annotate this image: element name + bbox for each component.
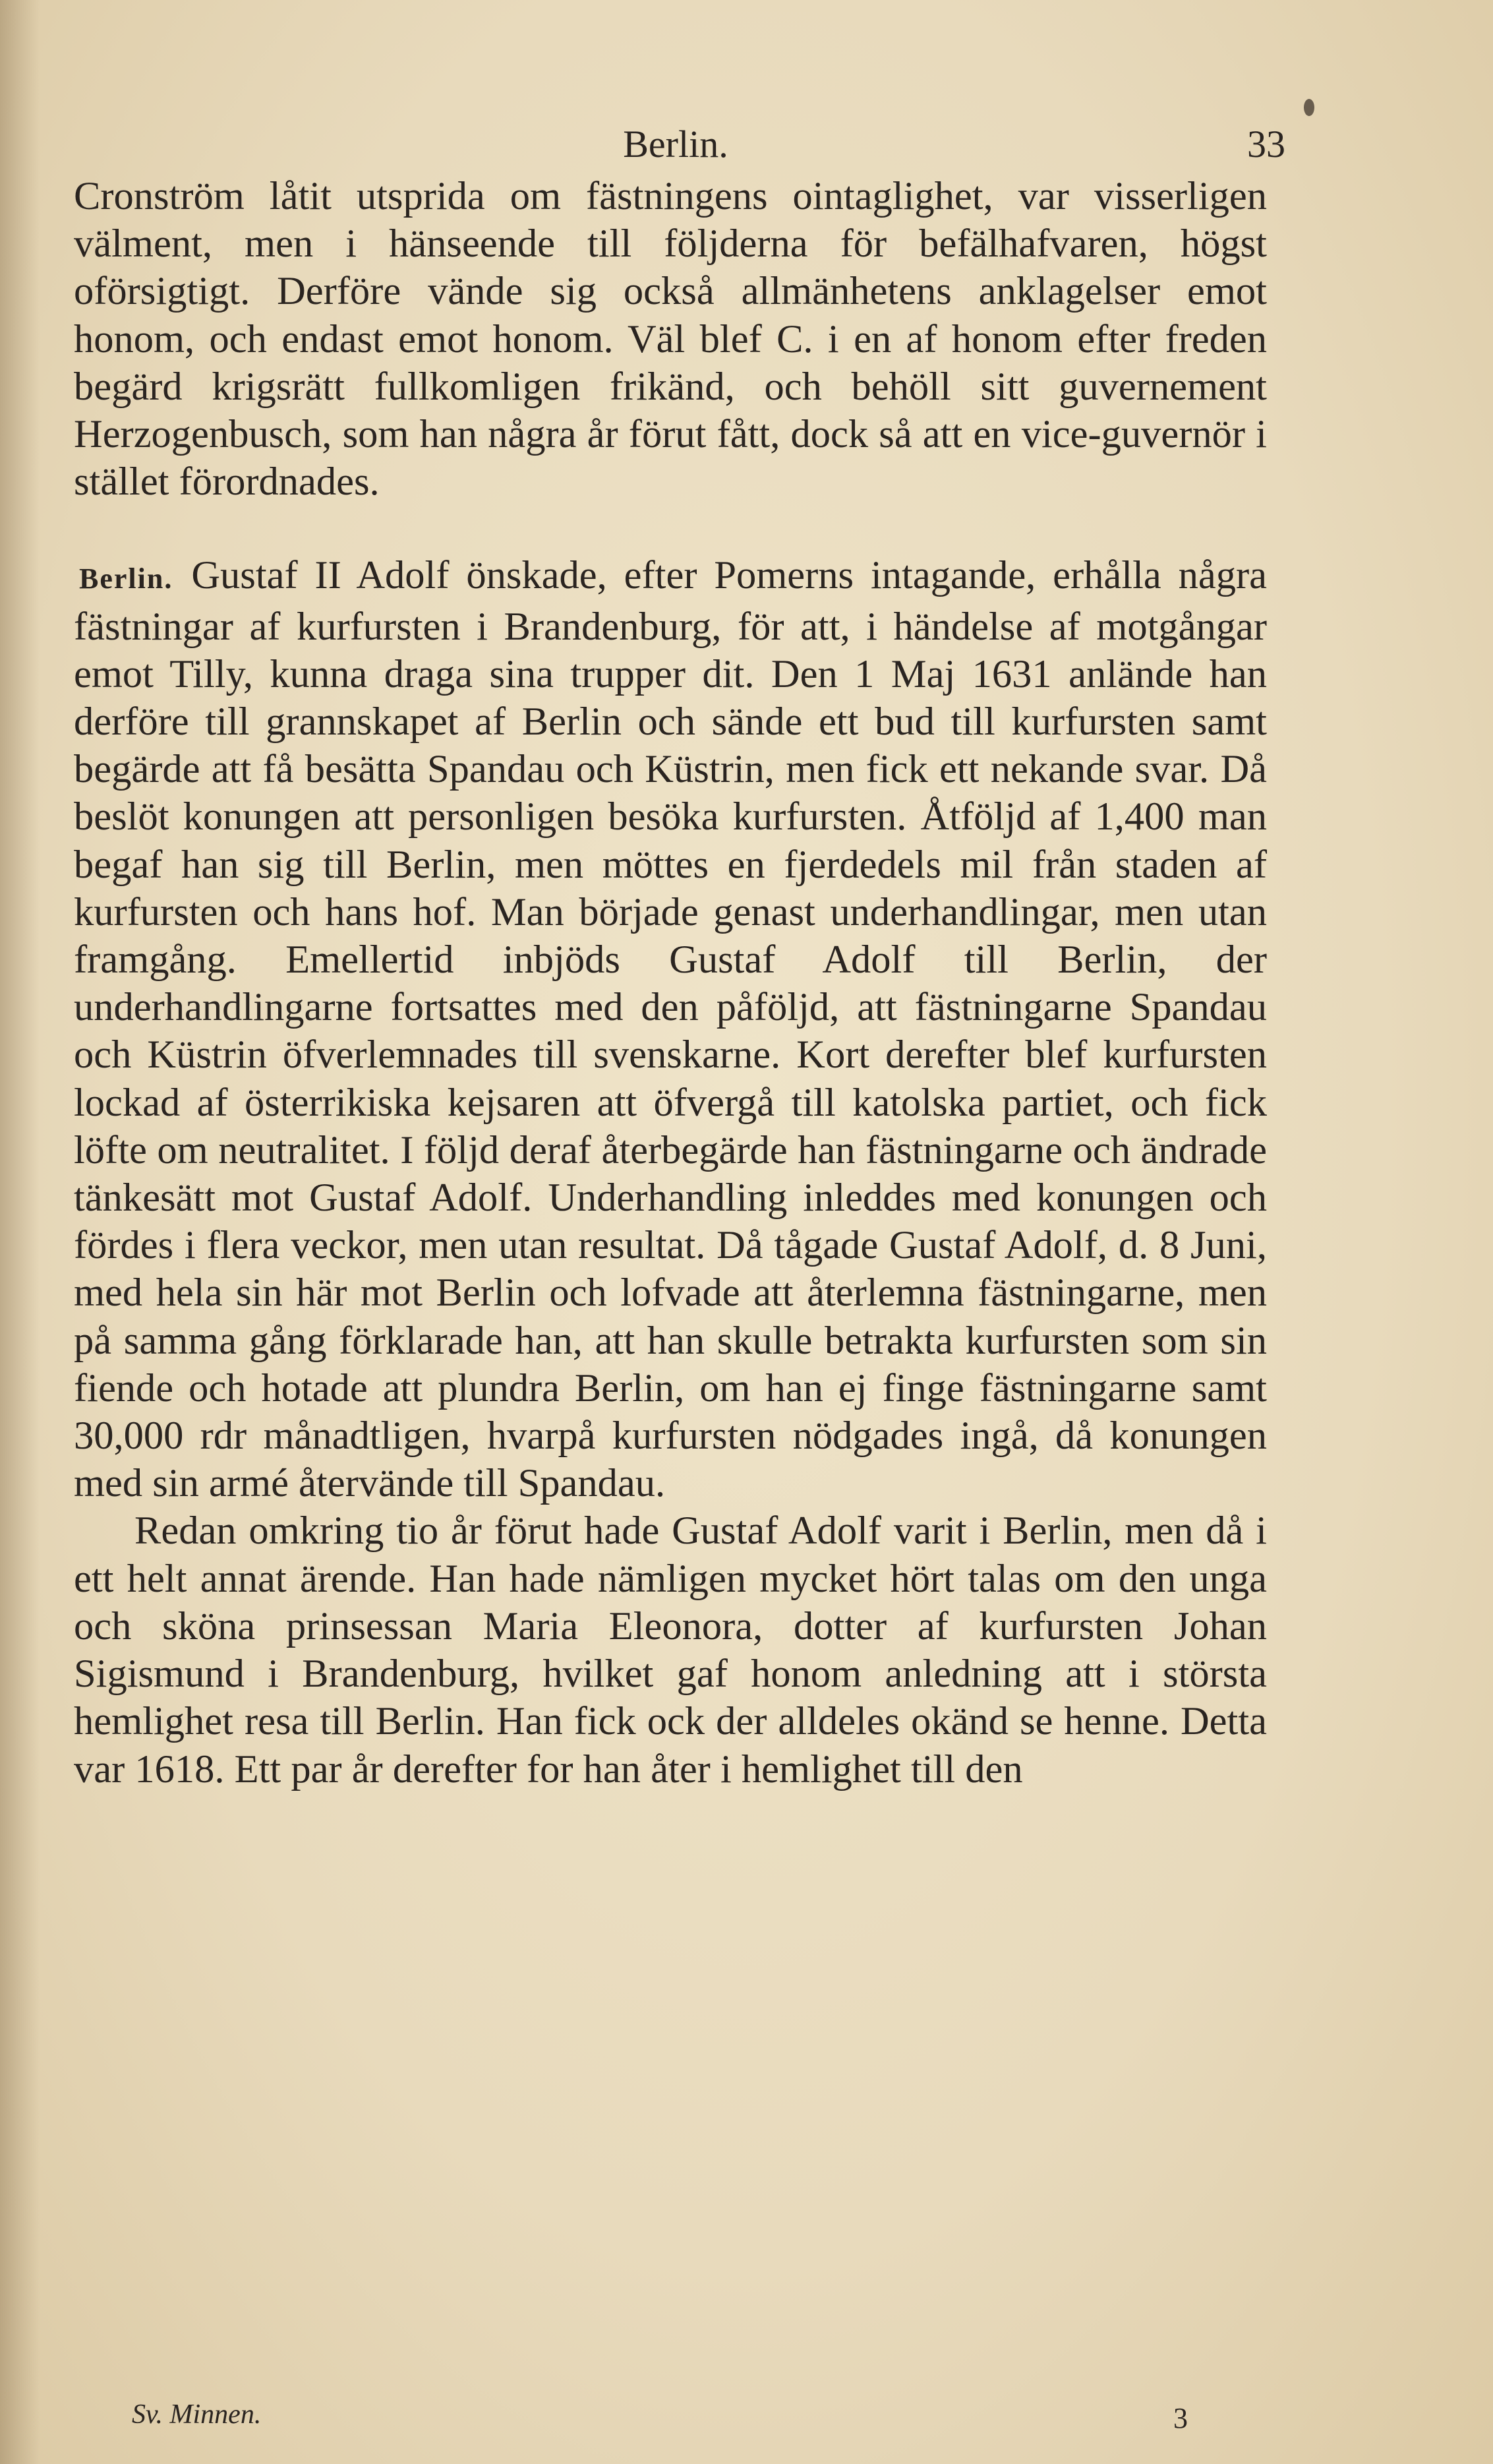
side-heading: Berlin. — [79, 562, 173, 595]
running-title: Berlin. — [623, 123, 728, 165]
running-head — [79, 122, 1285, 175]
page-edge-shadow — [0, 0, 40, 2464]
footer-source: Sv. Minnen. — [132, 2399, 262, 2430]
signature-mark: 3 — [1173, 2402, 1188, 2434]
paragraph-2 — [74, 552, 1267, 1507]
paragraph-3: Redan omkring tio år förut hade Gustaf Adolf varit i Berlin, men då i ett helt annat ärende. Han hade nämligen mycket hört talas om den unga och sköna prinsessan Maria Eleonora, dotter af kurfursten Johan Sigismund i Brandenburg, hvilket gaf honom anledning att i största hemlighet resa till Berlin. Han fick ock der alldeles okänd se henne. Detta var 1618. Ett par år derefter for han åter i hemlighet till den — [74, 1509, 1267, 1791]
paragraph-1: Cronström låtit utsprida om fästningens ointaglighet, var visserligen välment, men i hänseende till följderna för befälhafvaren, högst oförsigtigt. Derföre vände sig också allmänhetens anklagelser emot honom, och endast emot honom. Väl blef C. i en af honom efter freden begärd krigsrätt fullkomligen frikänd, och behöll sitt guvernement Herzogenbusch, som han några år förut fått, dock så att en vice-guvernör i stället förordnades. — [74, 174, 1267, 504]
page-footer — [132, 2399, 1200, 2438]
paragraph-2-text: Gustaf II Adolf önskade, efter Pomerns intagande, erhålla några fästningar af kurfursten i Brandenburg, för att, i händelse af motgångar emot Tilly, kunna draga sina trupper dit. Den 1 Maj 1631 anlände han derföre till grannskapet af Berlin och sände ett bud till kurfursten samt begärde att få besätta Spandau och Küstrin, men fick ett nekande svar. Då beslöt konungen att personligen besöka kurfursten. Åtföljd af 1,400 man begaf han sig till Berlin, men möttes en fjerdedels mil från staden af kurfursten och hans hof. Man började genast underhandlingar, men utan framgång. Emellertid inbjöds Gustaf Adolf till Berlin, der underhandlingarne fortsattes med den påföljd, att fästningarne Spandau och Küstrin öfverlemnades till svenskarne. Kort derefter blef kurfursten lockad af österrikiska kejsaren att öfvergå till katolska partiet, och fick löfte om neutralitet. I följd deraf återbegärde han fästningarne och ändrade tänkesätt mot Gustaf Adolf. Underhandling inleddes med konungen och fördes i flera veckor, men utan resultat. Då tågade Gustaf Adolf, d. 8 Juni, med hela sin här mot Berlin och lofvade att återlemna fästningarne, men på samma gång förklarade han, att han skulle betrakta kurfursten som sin fiende och hotade att plundra Berlin, om han ej finge fästningarne samt 30,000 rdr månadtligen, hvarpå kurfursten nödgades ingå, då konungen med sin armé återvände till Spandau. — [74, 553, 1267, 1506]
ink-speck — [1304, 99, 1314, 116]
page-number: 33 — [1247, 123, 1285, 165]
body-text — [74, 173, 1267, 1793]
